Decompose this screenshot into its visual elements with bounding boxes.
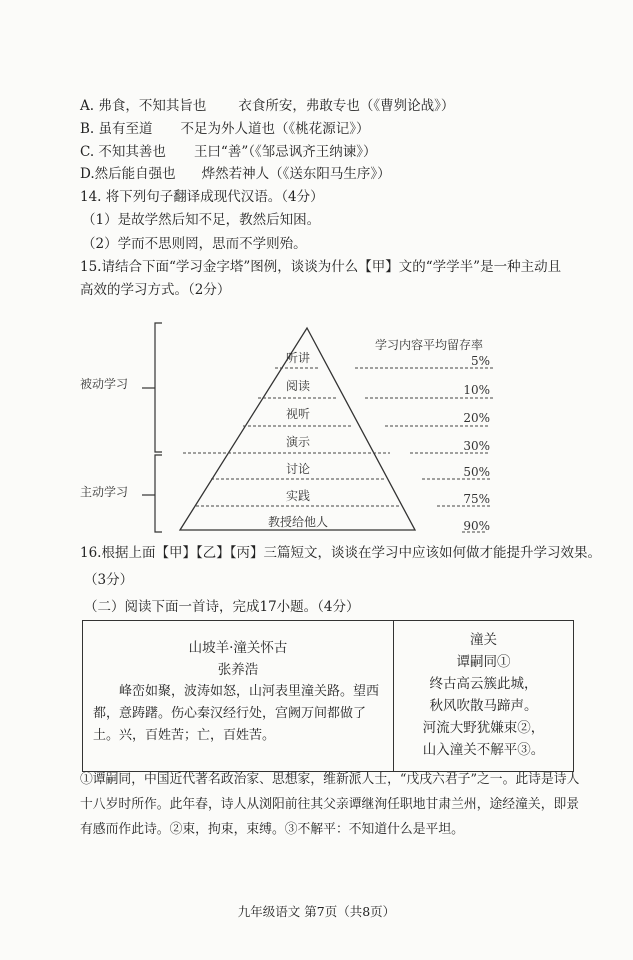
poem-1-body: 峰峦如聚，波涛如怒，山河表里潼关路。望西都，意踌躇。伤心秦汉经行处，宫阙万间都做了土。兴，百姓苦；亡，百姓苦。 xyxy=(93,684,380,743)
level-name: 实践 xyxy=(285,489,311,503)
poem-2-line: 山入潼关不解平③。 xyxy=(422,742,545,758)
poem-1-author: 张养浩 xyxy=(217,662,259,678)
poem-1-title: 山坡羊·潼关怀古 xyxy=(188,640,288,656)
level-rate: 75% xyxy=(463,492,490,506)
option-c xyxy=(80,143,377,161)
q16-line-2: （3分） xyxy=(84,572,134,588)
option-a xyxy=(80,97,454,115)
poem-2-line: 终古高云簇此城， xyxy=(429,676,538,692)
poem-2-title: 潼关 xyxy=(470,632,497,648)
section-2-title: （二）阅读下面一首诗，完成17小题。（4分） xyxy=(84,599,360,615)
option-b xyxy=(80,120,370,138)
level-rate: 90% xyxy=(463,519,490,533)
option-d-left: D.然后能自强也 xyxy=(80,166,176,182)
level-name: 演示 xyxy=(285,435,311,449)
option-a-left: A. 弗食，不知其旨也 xyxy=(80,98,207,114)
option-a-right: 衣食所安，弗敢专也（《曹刿论战》） xyxy=(238,98,455,114)
q14-item-2: （2）学而不思则罔，思而不学则殆。 xyxy=(82,236,307,252)
level-rate: 50% xyxy=(463,465,490,479)
poem-1 xyxy=(83,621,394,771)
q14-item-1: （1）是故学然后知不足，教然后知困。 xyxy=(82,212,321,228)
level-name: 讨论 xyxy=(285,462,311,476)
retention-rate-title: 学习内容平均留存率 xyxy=(375,338,484,352)
active-bracket xyxy=(155,455,162,532)
passive-bracket xyxy=(155,323,162,452)
poem-2-line: 秋风吹散马蹄声。 xyxy=(429,698,538,714)
poem-2-line: 河流大野犹嫌束②， xyxy=(422,720,545,736)
active-learning-label: 主动学习 xyxy=(80,485,129,499)
option-b-right: 不足为外人道也（《桃花源记》） xyxy=(180,121,370,137)
learning-pyramid-diagram xyxy=(0,310,633,540)
passive-learning-label: 被动学习 xyxy=(80,377,129,391)
level-name: 阅读 xyxy=(285,379,311,393)
level-rate: 30% xyxy=(463,439,490,453)
q15-line-1: 15.请结合下面“学习金字塔”图例，谈谈为什么【甲】文的“学学半”是一种主动且 xyxy=(80,259,562,275)
level-name: 听讲 xyxy=(285,351,311,365)
level-name: 教授给他人 xyxy=(267,515,329,529)
option-c-right: 王曰“善”（《邹忌讽齐王纳谏》） xyxy=(193,144,377,160)
level-name: 视听 xyxy=(285,407,311,421)
level-rate: 10% xyxy=(463,383,490,397)
poem-2-author: 谭嗣同① xyxy=(456,654,511,670)
poem-notes: ①谭嗣同，中国近代著名政治家、思想家，维新派人士，“戊戌六君子”之一。此诗是诗人十八岁时所作。此年春，诗人从浏阳前往其父亲谭继洵任职地甘肃兰州，途经潼关，即景有感而作此诗。②束，拘束，束缚。③不解平：不知道什么是平坦。 xyxy=(80,772,580,837)
q15-line-2: 高效的学习方式。（2分） xyxy=(80,282,231,298)
level-rate: 20% xyxy=(463,411,490,425)
poem-table xyxy=(82,620,574,772)
option-d-right: 烨然若神人（《送东阳马生序》） xyxy=(201,166,391,182)
option-b-left: B. 虽有至道 xyxy=(80,121,153,137)
option-c-left: C. 不知其善也 xyxy=(80,144,166,160)
option-d xyxy=(80,165,391,183)
level-rate: 5% xyxy=(470,354,490,368)
q16-line-1: 16.根据上面【甲】【乙】【丙】三篇短文，谈谈在学习中应该如何做才能提升学习效果。 xyxy=(80,545,601,561)
poem-2 xyxy=(394,621,573,771)
q14-title: 14. 将下列句子翻译成现代汉语。（4分） xyxy=(80,189,324,205)
page-footer: 九年级语文 第7页（共8页） xyxy=(237,904,396,919)
